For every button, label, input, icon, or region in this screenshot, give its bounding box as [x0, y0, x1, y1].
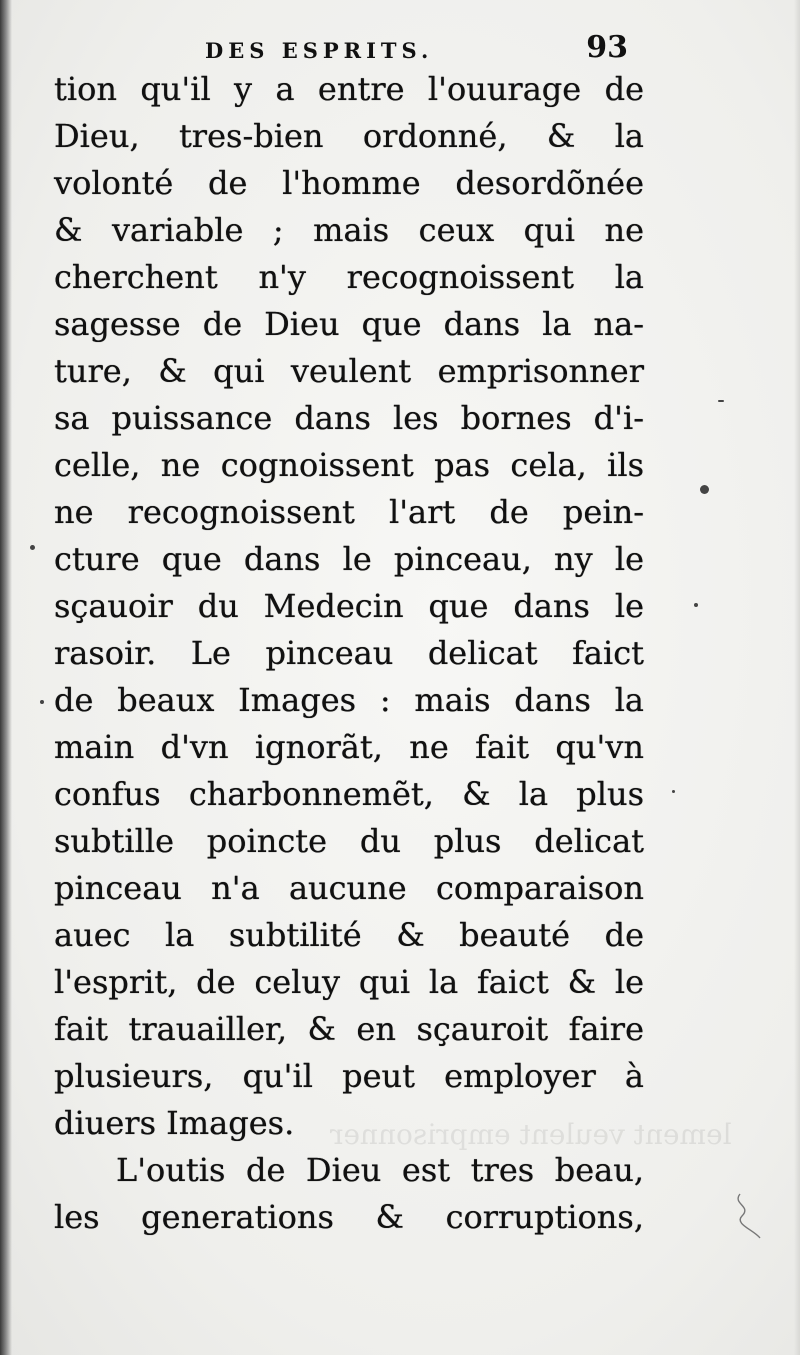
text-line: sagesse de Dieu que dans la na- — [54, 305, 644, 343]
paragraph-start-line: L'outis de Dieu est tres beau, — [116, 1151, 644, 1189]
text-line: subtille poincte du plus delicat — [54, 822, 644, 860]
text-line: sa puissance dans les bornes d'i- — [54, 399, 644, 437]
scan-edge-left — [0, 0, 12, 1355]
text-line: main d'vn ignorãt, ne fait qu'vn — [54, 728, 644, 766]
text-line: de beaux Images : mais dans la — [54, 681, 644, 719]
body-text — [54, 66, 644, 1241]
text-line: fait trauailler, & en sçauroit faire — [54, 1010, 644, 1048]
page-header — [60, 30, 636, 70]
text-line: tion qu'il y a entre l'ouurage de — [54, 70, 644, 108]
ink-speck — [30, 545, 35, 550]
text-line: ture, & qui veulent emprisonner — [54, 352, 644, 390]
ink-speck — [672, 790, 675, 793]
ink-speck — [694, 603, 698, 607]
text-line: celle, ne cognoissent pas cela, ils — [54, 446, 644, 484]
text-line: l'esprit, de celuy qui la faict & le — [54, 963, 644, 1001]
text-line: plusieurs, qu'il peut employer à — [54, 1057, 644, 1095]
text-line: sçauoir du Medecin que dans le — [54, 587, 644, 625]
text-line: Dieu, tres-bien ordonné, & la — [54, 117, 644, 155]
ink-speck — [40, 700, 44, 704]
ink-speck — [700, 485, 709, 494]
margin-mark — [730, 1192, 770, 1242]
paragraph-end-line: diuers Images. — [54, 1104, 295, 1142]
text-line: cture que dans le pinceau, ny le — [54, 540, 644, 578]
text-line: les generations & corruptions, — [54, 1198, 644, 1236]
show-through-text: lement veulent emprisonner — [330, 1118, 732, 1151]
text-line: volonté de l'homme desordõnée — [54, 164, 644, 202]
text-line: rasoir. Le pinceau delicat faict — [54, 634, 644, 672]
running-head: DES ESPRITS. — [205, 38, 434, 63]
text-line: ne recognoissent l'art de pein- — [54, 493, 644, 531]
scan-edge-right — [794, 0, 800, 1355]
text-line: pinceau n'a aucune comparaison — [54, 869, 644, 907]
text-line: cherchent n'y recognoissent la — [54, 258, 644, 296]
text-line: & variable ; mais ceux qui ne — [54, 211, 644, 249]
page-number: 93 — [586, 30, 628, 65]
text-line: auec la subtilité & beauté de — [54, 916, 644, 954]
text-line: confus charbonnemẽt, & la plus — [54, 775, 644, 813]
ink-speck — [718, 400, 724, 402]
